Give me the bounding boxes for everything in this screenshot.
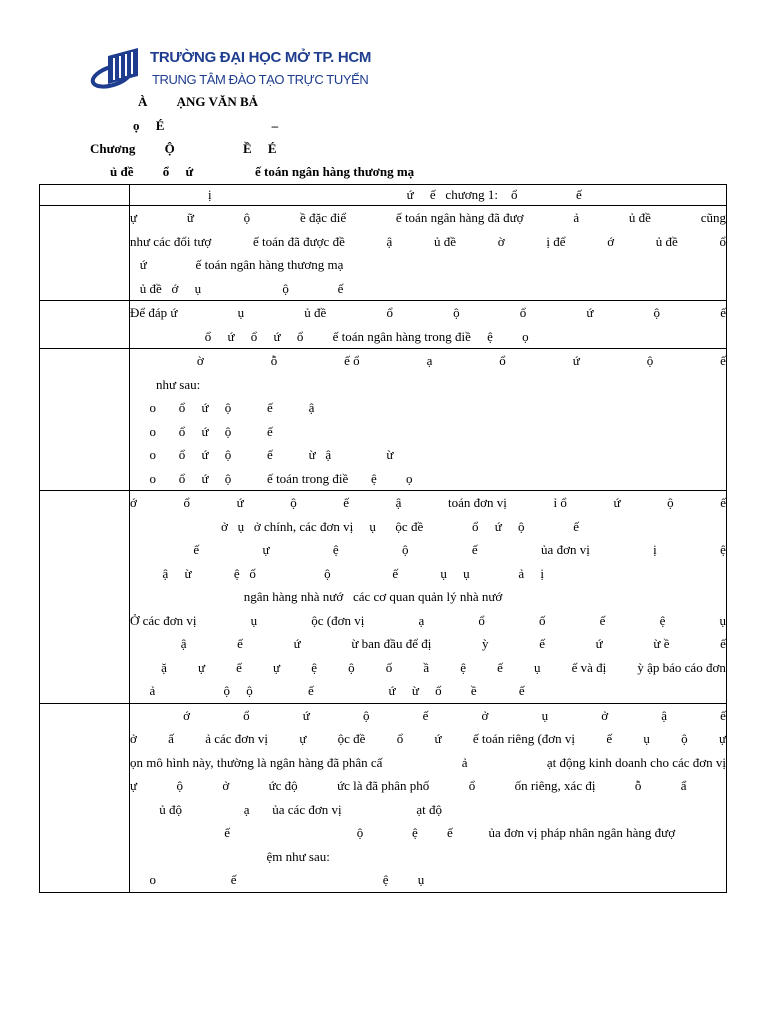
university-logo xyxy=(90,46,372,96)
text-line: ự ộ ở ức độ ức là đã phân phố ổ ốn riêng, xác đị ỗ ẩ xyxy=(130,778,687,793)
text-line: ậ ừ ệ ố ộ ế ụ ụ ả ị xyxy=(130,565,544,581)
text-line: ế ộ ệ ế ủa đơn vị pháp nhân ngân hàng đượ xyxy=(130,825,676,840)
text-line: ngân hàng nhà nướ các cơ quan quản lý nhà nướ xyxy=(130,589,503,604)
table-cell-label xyxy=(40,703,130,892)
table-row xyxy=(40,703,727,892)
table-cell-content xyxy=(130,301,727,349)
content-table xyxy=(39,184,727,893)
text-line: ả ộ ộ ế ứ ừ ố ề ế xyxy=(130,683,525,698)
text-line: ậ ế ứ ừ ban đầu để đị ỳ ế ứ ừ ề ế xyxy=(180,636,726,651)
text-line: ổ ứ ổ ứ ổ ế toán ngân hàng trong điề ệ ọ xyxy=(130,328,529,344)
text-line: ự ữ ộ ề đặc điể ế toán ngân hàng đã đượ ả ủ đề cũng xyxy=(130,210,726,225)
text-line: ị ứ ế chương 1: ổ ế xyxy=(130,187,582,202)
text-line: ớ ổ ứ ộ ế ậ toán đơn vị ỉ ổ ứ ộ ế xyxy=(130,495,726,510)
table-cell-content xyxy=(130,185,727,206)
book-globe-icon xyxy=(90,46,152,96)
logo-center-name: TRUNG TÂM ĐÀO TẠO TRỰC TUYẾN xyxy=(152,72,369,87)
text-line: ệm như sau: xyxy=(130,848,330,864)
table-cell-content xyxy=(130,349,727,491)
table-cell-label xyxy=(40,301,130,349)
text-line: ặ ự ế ự ệ ộ ố ầ ệ ế ụ ế và đị ỳ ập báo cáo đơn xyxy=(161,659,726,675)
logo-university-name: TRƯỜNG ĐẠI HỌC MỞ TP. HCM xyxy=(150,49,372,66)
text-line: như sau: xyxy=(130,376,201,392)
text-line: ứ ế toán ngân hàng thương mạ xyxy=(130,257,344,272)
chapter-heading: Chương Ộ Ề É xyxy=(90,141,277,156)
table-row xyxy=(40,301,727,349)
text-line: ọn mô hình này, thường là ngân hàng đã phân cấ ả ạt động kinh doanh cho các đơn vị xyxy=(130,754,726,770)
table-cell-label xyxy=(40,185,130,206)
bullet-item: o ế ệ ụ xyxy=(130,872,425,887)
table-row xyxy=(40,491,727,704)
table-row xyxy=(40,206,727,301)
table-cell-label xyxy=(40,349,130,491)
text-line: ở ụ ở chính, các đơn vị ụ ộc đề ổ ứ ộ ế xyxy=(130,518,580,534)
doc-title-line2: ọ É – xyxy=(133,118,279,133)
bullet-item: o ổ ứ ộ ế toán trong điề ệ ọ xyxy=(130,470,413,486)
text-line: ủ đề ớ ụ ộ ế xyxy=(130,280,344,296)
text-line: ớ ổ ứ ộ ế ở ụ ở ậ ế xyxy=(183,707,726,723)
text-line: Ở các đơn vị ụ ộc (đơn vị ạ ổ ố ế ệ ụ xyxy=(130,612,726,628)
bullet-item: o ổ ứ ộ ế ậ xyxy=(130,400,315,415)
table-cell-content xyxy=(130,206,727,301)
table-cell-content xyxy=(130,491,727,704)
topic-heading: ủ đề ổ ứ ế toán ngân hàng thương mạ xyxy=(110,164,415,179)
text-line: như các đối tượ ế toán đã được đề ậ ủ đề ờ ị để ớ ủ đề ổ xyxy=(130,233,726,249)
table-row xyxy=(40,185,727,206)
table-cell-content xyxy=(130,703,727,892)
text-line: ủ độ ạ ủa các đơn vị ạt độ xyxy=(130,801,442,817)
table-cell-label xyxy=(40,491,130,704)
text-line: ở ấ ả các đơn vị ự ộc đề ổ ứ ế toán riêng (đơn vị ế ụ ộ ự xyxy=(130,731,726,746)
text-line: ế ự ệ ộ ế ủa đơn vị ị ệ xyxy=(193,542,726,557)
bullet-item: o ổ ứ ộ ế xyxy=(130,423,273,439)
table-row xyxy=(40,349,727,491)
table-cell-label xyxy=(40,206,130,301)
text-line: Để đáp ứ ụ ủ đề ổ ộ ổ ứ ộ ế xyxy=(130,305,726,320)
text-line: ờ ỗ ế ổ ạ ổ ứ ộ ế xyxy=(196,353,726,368)
bullet-item: o ổ ứ ộ ế ừ ậ ừ xyxy=(130,447,394,462)
doc-title-line1: À ẠNG VĂN BẢ xyxy=(138,94,259,109)
